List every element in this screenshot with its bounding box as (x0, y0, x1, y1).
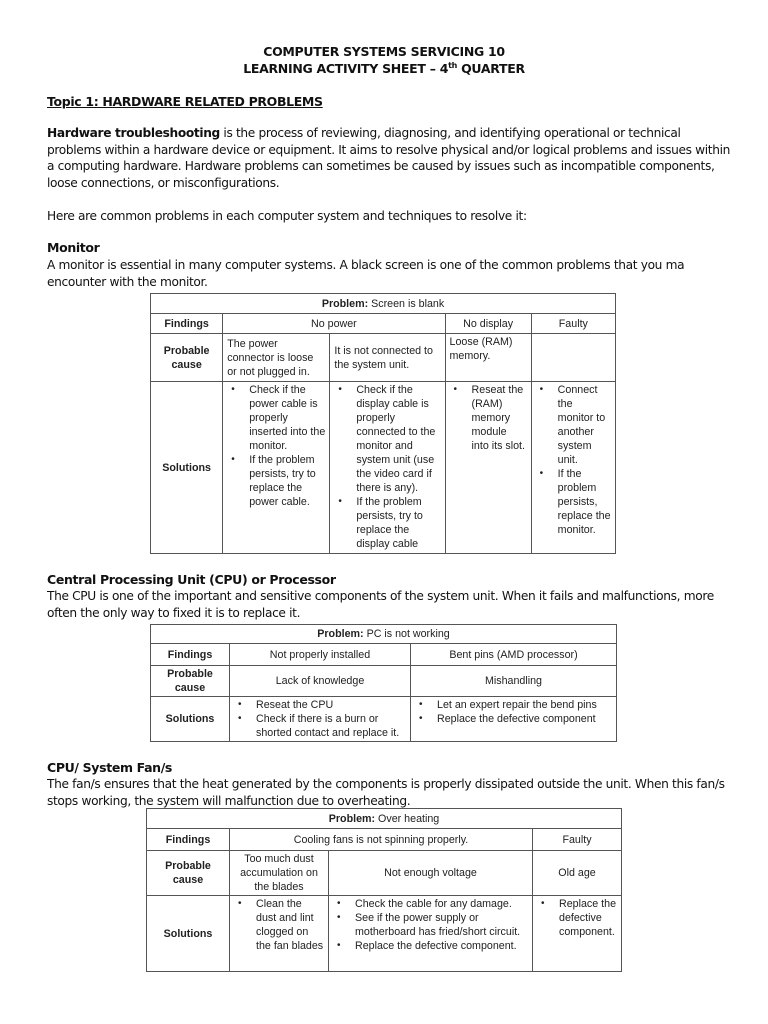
solution-item: • Connect the monitor to another system unit. (558, 383, 611, 467)
document-subtitle (0, 61, 768, 76)
problem-text: PC is not working (363, 628, 450, 640)
cause-cell: It is not connected to the system unit. (330, 334, 445, 382)
cause-cell: Mishandling (411, 666, 617, 697)
fan-heading: CPU/ System Fan/s (47, 760, 173, 775)
findings-label: Findings (151, 314, 223, 334)
intro-bold-term: Hardware troubleshooting (47, 126, 220, 140)
problem-label: Problem: (328, 812, 376, 825)
finding-cell: Cooling fans is not spinning properly. (230, 829, 533, 851)
solution-cell (223, 382, 330, 554)
cause-cell (531, 334, 615, 382)
fan-problem-table (146, 808, 622, 972)
cpu-description: The CPU is one of the important and sensitive components of the system unit. When it fails and malfunctions, more often the only way to fixed it is to replace it. (47, 589, 714, 620)
intro-text: is the process of reviewing, diagnosing, and identifying operational or technical problems within a hardware device or equipment. It aims to resolve physical and/or logical problems and issues within a computing hardware. Hardware problems can sometimes be caused by issues such as incompatible components, loose connections, or misconfigurations. (47, 126, 730, 190)
problem-row (147, 809, 622, 829)
fan-description: The fan/s ensures that the heat generated by the components is properly dissipated outside the unit. When this fan/s stops working, the system will malfunction due to overheating. (47, 777, 725, 808)
solutions-label: Solutions (151, 697, 230, 742)
problem-row (151, 625, 617, 644)
solution-cell (330, 382, 445, 554)
solution-cell (329, 896, 533, 972)
cause-cell: The power connector is loose or not plugged in. (223, 334, 330, 382)
solution-item: • Check the cable for any damage. (355, 897, 528, 911)
solution-item: • Let an expert repair the bend pins (437, 698, 612, 712)
problem-text: Over heating (375, 812, 440, 825)
cause-cell: Lack of knowledge (230, 666, 411, 697)
solution-item: • Check if the display cable is properly connected to the monitor and system unit (use the video card if there is any). (356, 383, 440, 495)
solution-cell (533, 896, 622, 972)
topic-heading: Topic 1: HARDWARE RELATED PROBLEMS (47, 94, 323, 109)
solution-item: • Replace the defective component. (355, 939, 528, 953)
solution-cell (230, 896, 329, 972)
cause-cell: Loose (RAM) memory. (445, 334, 531, 382)
solutions-label: Solutions (147, 896, 230, 972)
problem-label: Problem: (321, 297, 369, 310)
solutions-label: Solutions (151, 382, 223, 554)
subtitle-suffix: QUARTER (457, 61, 525, 77)
problem-label: Problem: (317, 628, 364, 640)
intro-paragraph (47, 125, 737, 191)
monitor-description: A monitor is essential in many computer systems. A black screen is one of the common problems that you ma encounter with the monitor. (47, 258, 685, 289)
solution-item: • Replace the defective component. (559, 897, 617, 939)
cause-cell: Not enough voltage (329, 851, 533, 896)
document-title: COMPUTER SYSTEMS SERVICING 10 (263, 44, 505, 59)
findings-label: Findings (147, 829, 230, 851)
solution-item: • If the problem persists, try to replace the power cable. (249, 453, 325, 509)
probable-cause-label: Probable cause (151, 334, 223, 382)
solution-cell (230, 697, 411, 742)
solution-item: • Check if the power cable is properly inserted into the monitor. (249, 383, 325, 453)
solution-item: • Reseat the CPU (256, 698, 406, 712)
finding-cell: No power (223, 314, 445, 334)
monitor-problem-table (150, 293, 616, 554)
cpu-problem-table (150, 624, 617, 742)
finding-cell: No display (445, 314, 531, 334)
problem-row (151, 294, 616, 314)
finding-cell: Bent pins (AMD processor) (411, 644, 617, 666)
solution-item: • If the problem persists, try to replace the display cable (356, 495, 440, 551)
findings-label: Findings (151, 644, 230, 666)
solution-cell (411, 697, 617, 742)
subtitle-prefix: LEARNING ACTIVITY SHEET – 4 (243, 61, 449, 77)
solution-item: • Clean the dust and lint clogged on the fan blades (256, 897, 324, 953)
subtitle-superscript: th (448, 61, 458, 70)
probable-cause-label: Probable cause (147, 851, 230, 896)
cause-cell: Old age (533, 851, 622, 896)
solution-item: • If the problem persists, replace the monitor. (558, 467, 611, 537)
lead-in-text: Here are common problems in each computer system and techniques to resolve it: (47, 209, 527, 223)
probable-cause-label: Probable cause (151, 666, 230, 697)
finding-cell: Faulty (533, 829, 622, 851)
cpu-heading: Central Processing Unit (CPU) or Processor (47, 572, 336, 587)
solution-item: • Replace the defective component (437, 712, 612, 726)
solution-cell (531, 382, 615, 554)
solution-item: • See if the power supply or motherboard has fried/short circuit. (355, 911, 528, 939)
solution-item: • Check if there is a burn or shorted contact and replace it. (256, 712, 406, 740)
monitor-heading: Monitor (47, 240, 100, 255)
solution-cell (445, 382, 531, 554)
cause-cell: Too much dust accumulation on the blades (230, 851, 329, 896)
finding-cell: Faulty (531, 314, 615, 334)
problem-text: Screen is blank (368, 297, 445, 310)
finding-cell: Not properly installed (230, 644, 411, 666)
solution-item: • Reseat the (RAM) memory module into its slot. (472, 383, 527, 453)
